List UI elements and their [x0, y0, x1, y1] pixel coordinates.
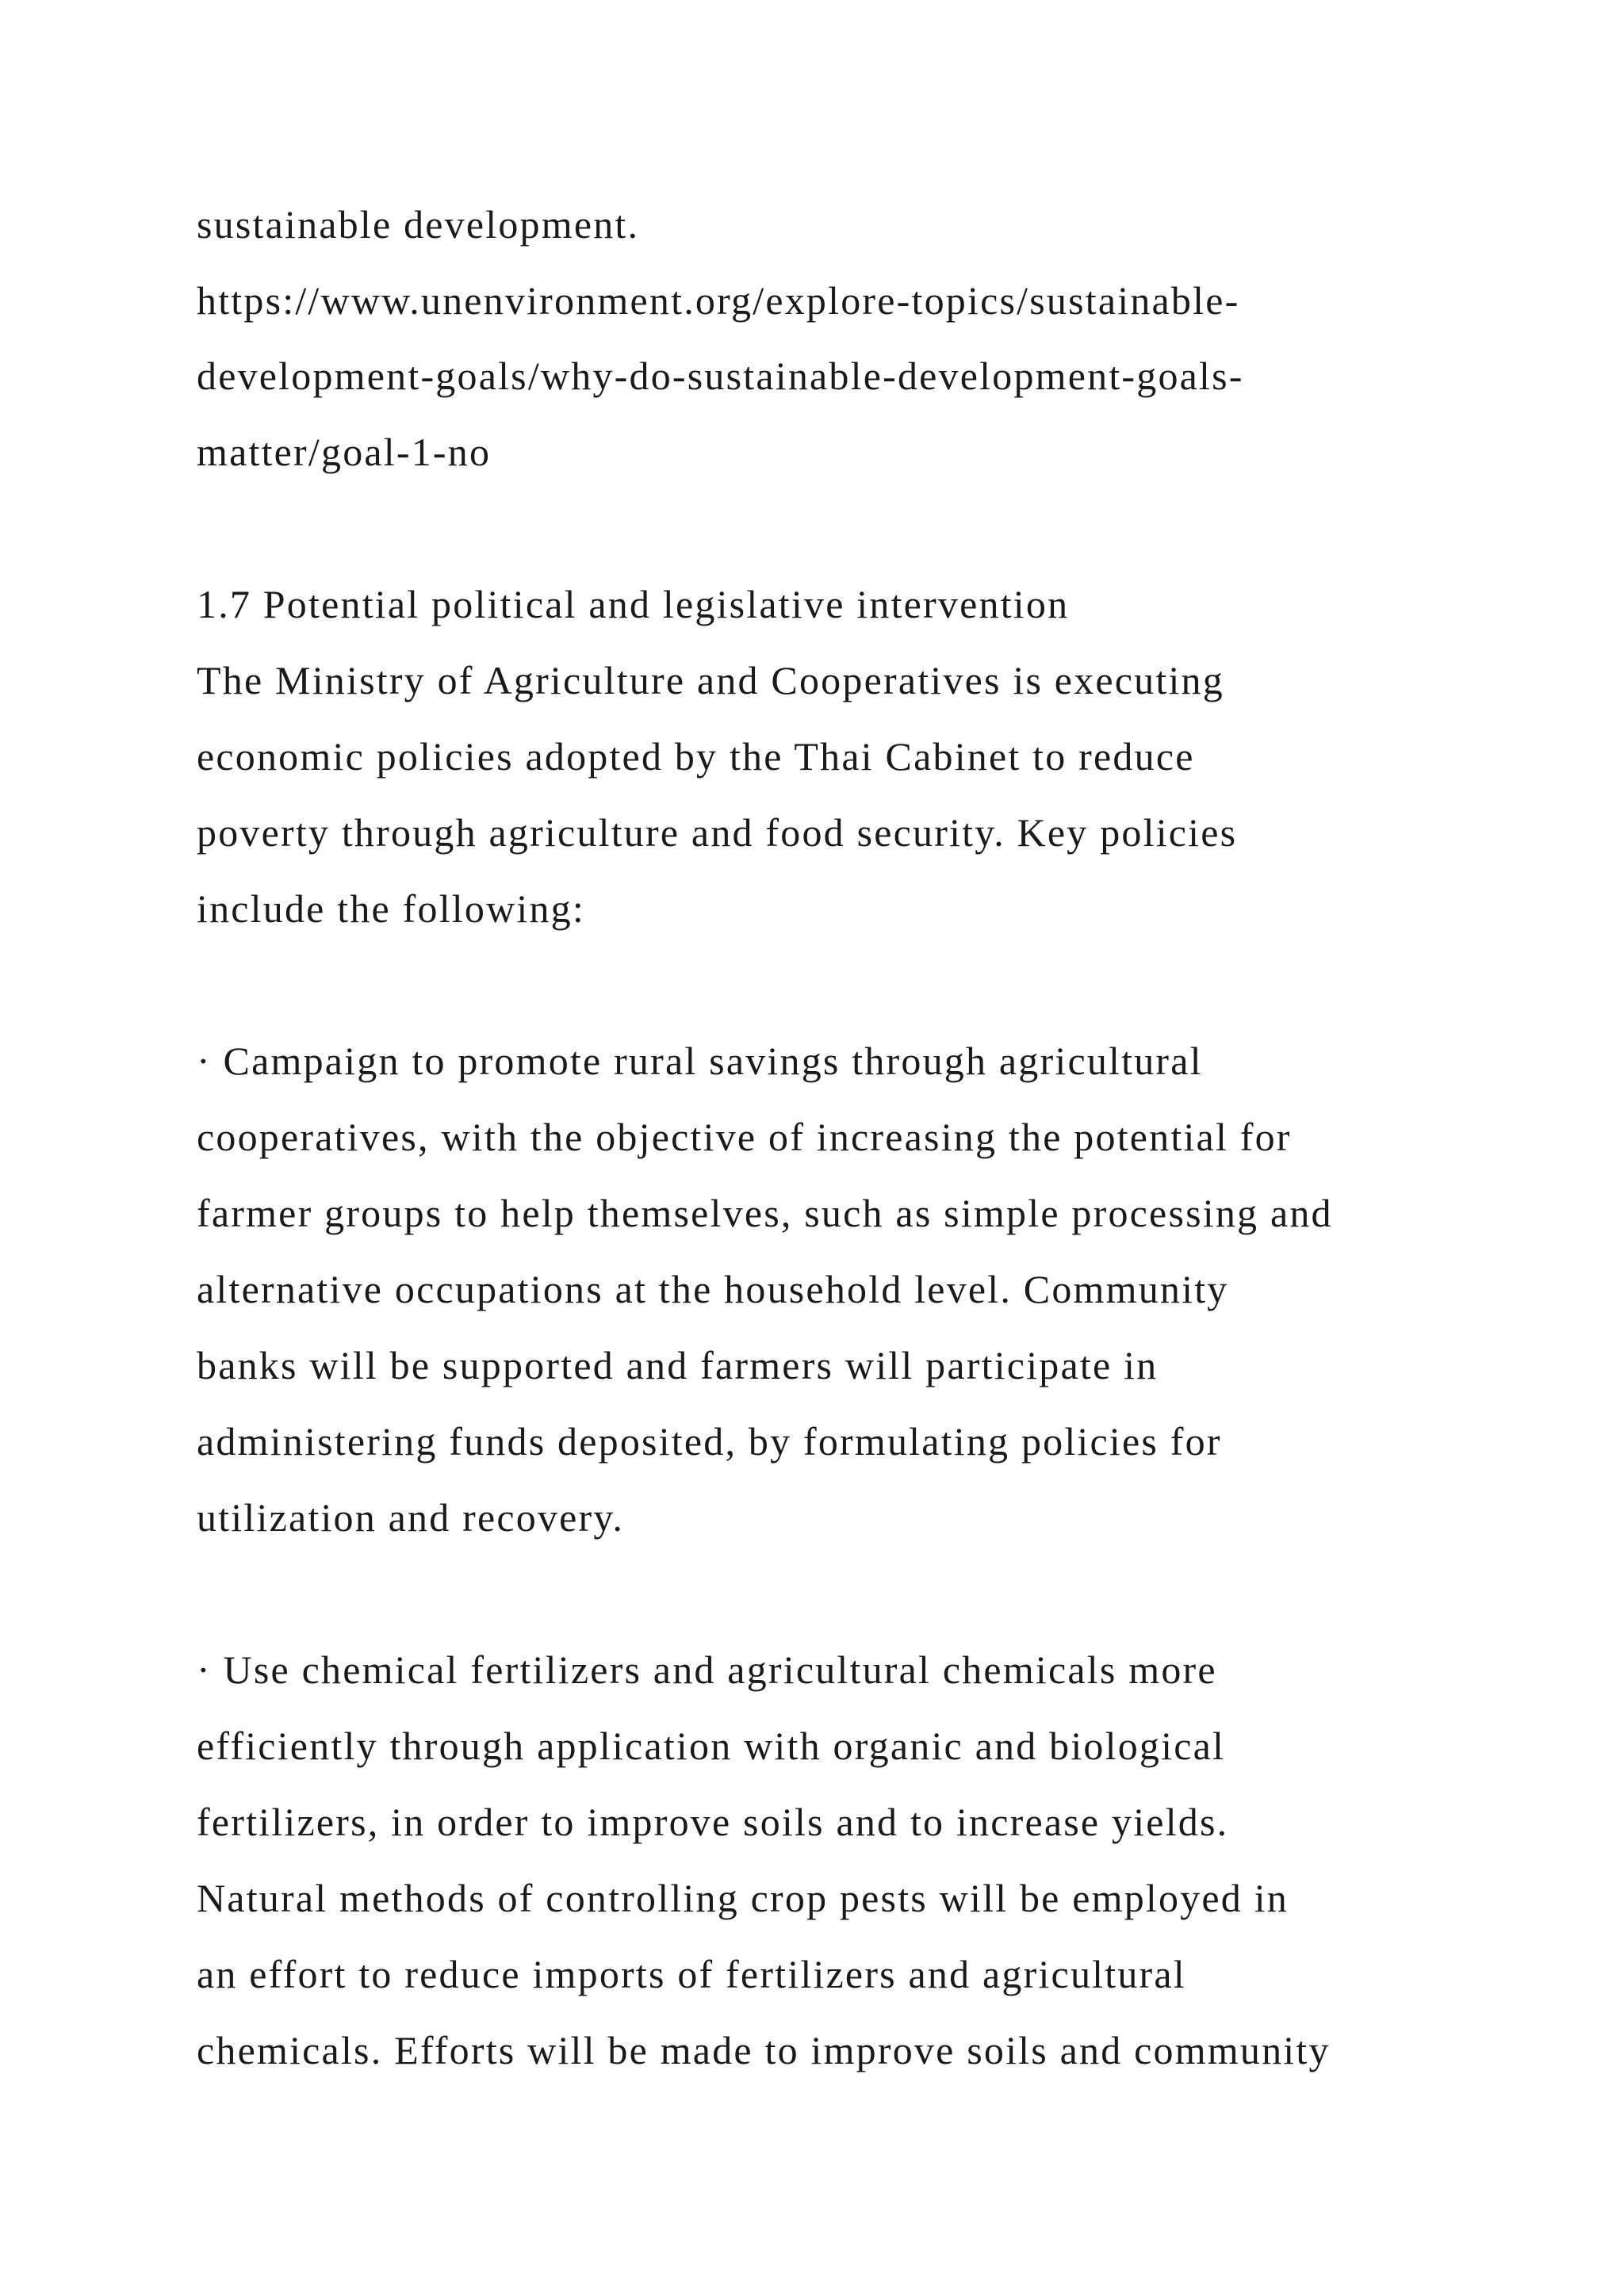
bullet-item-line: utilization and recovery. — [197, 1495, 625, 1540]
reference-url-line: development-goals/why-do-sustainable-development-goals- — [197, 354, 1244, 398]
bullet-item-line: chemicals. Efforts will be made to improve soils and community — [197, 2028, 1331, 2072]
paragraph-line: The Ministry of Agriculture and Cooperatives is executing — [197, 658, 1224, 702]
section-heading: 1.7 Potential political and legislative intervention — [197, 582, 1070, 626]
bullet-item-line: efficiently through application with organic and biological — [197, 1724, 1226, 1768]
bullet-item-line: administering funds deposited, by formulating policies for — [197, 1419, 1222, 1464]
reference-text-line: sustainable development. — [197, 202, 640, 247]
paragraph-line: poverty through agriculture and food security. Key policies — [197, 810, 1238, 855]
bullet-item-line: Natural methods of controlling crop pests will be employed in — [197, 1876, 1289, 1920]
bullet-item-line: cooperatives, with the objective of increasing the potential for — [197, 1115, 1292, 1159]
bullet-item-line: farmer groups to help themselves, such as simple processing and — [197, 1191, 1333, 1235]
bullet-item-line: an effort to reduce imports of fertilizers and agricultural — [197, 1952, 1186, 1996]
paragraph-line: economic policies adopted by the Thai Cabinet to reduce — [197, 734, 1195, 779]
paragraph-line: include the following: — [197, 886, 585, 931]
bullet-item-line: banks will be supported and farmers will participate in — [197, 1343, 1159, 1387]
bullet-item-line: · Campaign to promote rural savings through agricultural — [197, 1039, 1203, 1083]
bullet-item-line: · Use chemical fertilizers and agricultural chemicals more — [197, 1647, 1217, 1692]
reference-url-line: matter/goal-1-no — [197, 430, 492, 474]
reference-url-line: https://www.unenvironment.org/explore-topics/sustainable- — [197, 278, 1240, 323]
bullet-item-line: fertilizers, in order to improve soils and to increase yields. — [197, 1800, 1229, 1844]
bullet-item-line: alternative occupations at the household level. Community — [197, 1267, 1229, 1311]
